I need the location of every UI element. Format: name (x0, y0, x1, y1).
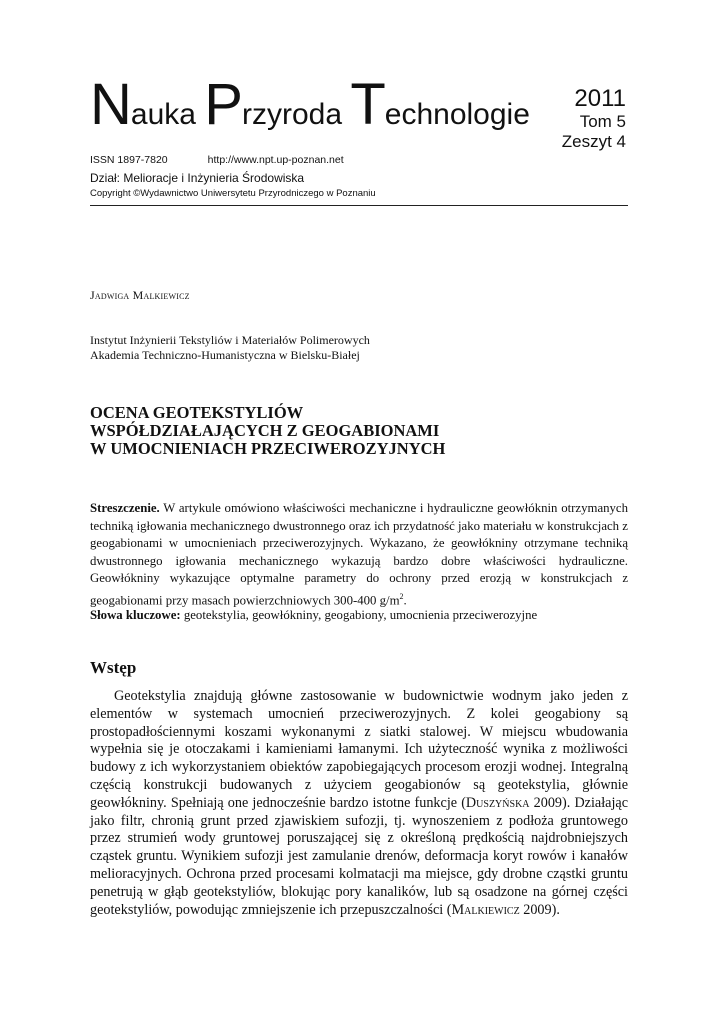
header-divider (90, 205, 628, 206)
keywords-label: Słowa kluczowe: (90, 608, 181, 622)
journal-url[interactable]: http://www.npt.up-poznan.net (207, 154, 344, 166)
intro-text-2: 2009). Działając jako filtr, chronią grunt przed zjawiskiem sufozji, tj. wynoszeniem z podłoża gruntowego przez strumień wody gruntowej poruszającej się z określoną prędkością najdrobniejszych cząstek gruntu. Wynikiem sufozji jest zamulanie drenów, deformacja koryt rowów i kanałów melioracyjnych. Ochrona przed procesami kolmatacji ma miejsce, gdy drobne cząstki gruntu penetrują w głąb geotekstyliów, blokując pory kanalików, lub są osadzone na górnej części geotekstyliów, powodując zmniejszenie ich przepuszczalności ( (90, 794, 628, 918)
citation-duszynska: Duszyńska (465, 794, 530, 811)
section-line: Dział: Melioracje i Inżynieria Środowiska (90, 171, 305, 185)
paper-title-line-3: W UMOCNIENIACH PRZECIWEROZYJNYCH (90, 439, 446, 458)
journal-initial-t: T (350, 72, 385, 137)
affiliation (90, 333, 370, 363)
keywords (90, 607, 628, 625)
header-meta (90, 154, 376, 200)
intro-heading: Wstęp (90, 658, 137, 677)
journal-word-technologie: echnologie (384, 98, 530, 131)
abstract-end: . (403, 593, 407, 608)
author-last-rest: alkiewicz (143, 288, 190, 302)
copyright-line: Copyright ©Wydawnictwo Uniwersytetu Przyrodniczego w Poznaniu (90, 188, 376, 199)
affiliation-university: Akademia Techniczno-Humanistyczna w Bielsku-Białej (90, 348, 360, 362)
issn: ISSN 1897-7820 (90, 154, 168, 166)
intro-text-3: 2009). (519, 901, 560, 918)
abstract-text: W artykule omówiono właściwości mechaniczne i hydrauliczne geowłóknin otrzymanych techniką igłowania mechanicznego dwustronnego oraz ich przydatność jako materiału w konstrukcjach z geogabionami w umocnieniach przeciwerozyjnych. Wykazano, że geowłókniny otrzymane techniką dwustronnego igłowania mechanicznego wykazują bardzo dobre właściwości hydrauliczne. Geowłókniny wykazujące optymalne parametry do ochrony przed erozją w konstrukcjach z geogabionami przy masach powierzchniowych 300-400 g/m (90, 501, 628, 608)
journal-title (90, 72, 530, 137)
abstract-superscript: 2 (399, 591, 404, 601)
journal-word-przyroda: rzyroda (241, 98, 351, 131)
abstract (90, 500, 628, 610)
abstract-label: Streszczenie. (90, 501, 160, 515)
intro-text-1: Geotekstylia znajdują główne zastosowanie w budownictwie wodnym jako jeden z elementów w systemach umocnień przeciwerozyjnych. Z kolei geogabiony są prostopadłościennymi koszami wykonanymi z siatki stalowej. W miejscu wbudowania wypełnia się je otoczakami i kamieniami łamanymi. Ich użyteczność wynika z możliwości budowy z ich wykorzystaniem obiektów zapobiegających procesom erozji wodnej. Integralną częścią konstrukcji budowanych z użyciem geogabionów są geotekstylia, głównie geowłókniny. Spełniają one jednocześnie bardzo istotne funkcje ( (90, 688, 628, 811)
keywords-text: geotekstylia, geowłókniny, geogabiony, umocnienia przeciwerozyjne (180, 608, 538, 622)
paper-title-line-1: OCENA GEOTEKSTYLIÓW (90, 403, 304, 422)
author-first-initial: J (90, 288, 95, 302)
author-first-rest: adwiga (94, 288, 130, 302)
affiliation-institute: Instytut Inżynierii Tekstyliów i Materiałów Polimerowych (90, 333, 370, 347)
journal-initial-p: P (204, 72, 242, 137)
paper-title (90, 404, 445, 458)
issn-line (90, 154, 376, 167)
issue-year: 2011 (574, 85, 626, 112)
citation-malkiewicz: Malkiewicz (451, 901, 520, 918)
journal-word-nauka: auka (130, 98, 205, 131)
author-name (90, 288, 190, 303)
issue-number: Zeszyt 4 (561, 132, 626, 151)
journal-initial-n: N (90, 72, 131, 137)
paper-title-line-2: WSPÓŁDZIAŁAJĄCYCH Z GEOGABIONAMI (90, 421, 440, 440)
author-last-initial: M (132, 288, 144, 302)
issue-block (562, 86, 626, 152)
issue-volume: Tom 5 (579, 112, 626, 131)
intro-paragraph (90, 688, 628, 919)
